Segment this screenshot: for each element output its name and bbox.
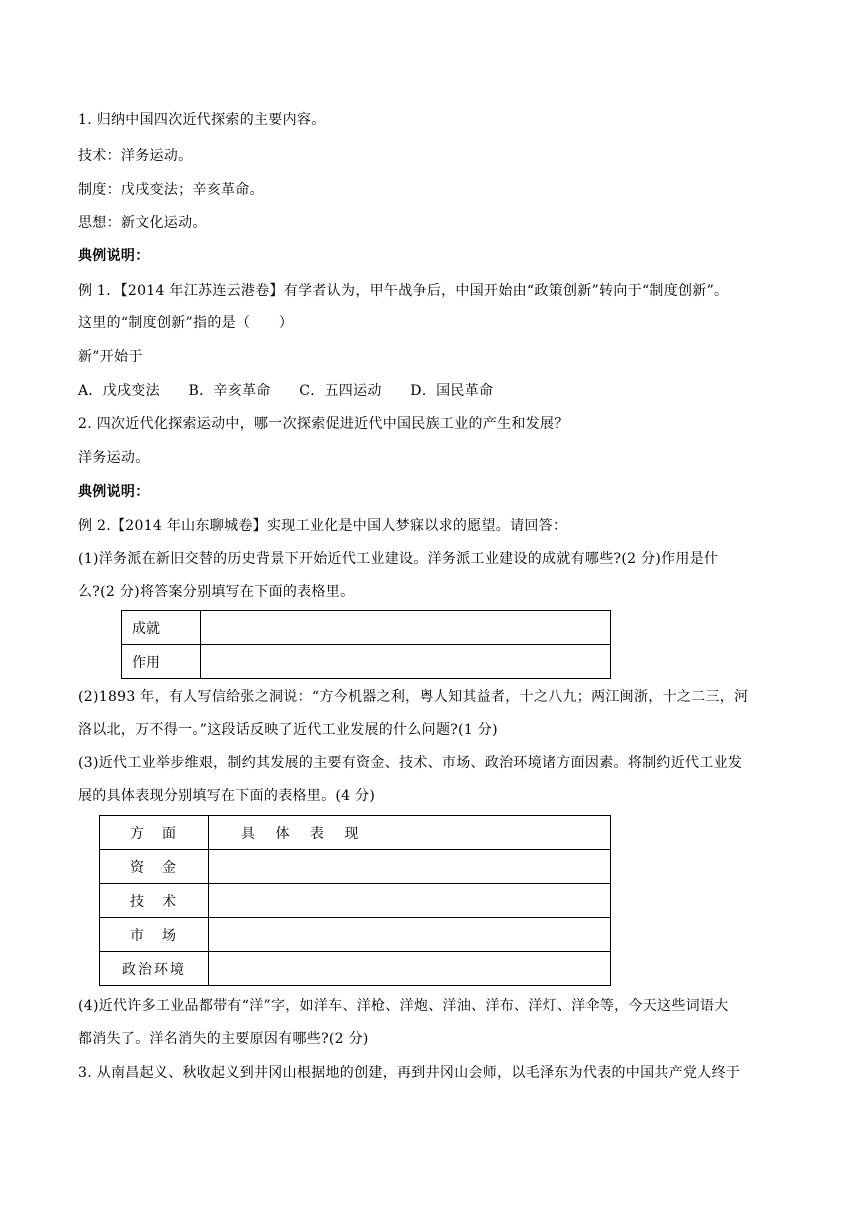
answer-cell[interactable] [209, 918, 611, 952]
example-2-q3: (3)近代工业举步维艰，制约其发展的主要有资金、技术、市场、政治环境诸方面因素。将制约近代工业发 [78, 755, 743, 771]
answer-cell[interactable] [201, 611, 611, 645]
answer-table-1 [121, 610, 611, 679]
example-1-options: A．戊戌变法 B．辛亥革命 C．五四运动 D．国民革命 [78, 383, 494, 399]
example-1-fragment: 新”开始于 [78, 349, 143, 365]
answer-cell[interactable] [201, 645, 611, 679]
example-1-stem: 例 1．【2014 年江苏连云港卷】有学者认为，甲午战争后，中国开始由“政策创新”转向于“制度创新”。 [78, 283, 729, 299]
table-row [100, 918, 611, 952]
table-cell-label: 成就 [122, 611, 201, 645]
answer-table-2 [99, 815, 611, 986]
table-header-row [100, 816, 611, 850]
example-2-stem: 例 2.【2014 年山东聊城卷】实现工业化是中国人梦寐以求的愿望。请回答： [78, 518, 568, 534]
example-1-stem-cont: 这里的“制度创新”指的是（ ） [78, 315, 294, 331]
example-2-q1: (1)洋务派在新旧交替的历史背景下开始近代工业建设。洋务派工业建设的成就有哪些?(2 分)作用是什 [78, 551, 719, 567]
example-2-q2: (2)1893 年，有人写信给张之洞说：“方今机器之利，粤人知其益者，十之八九；两江闽浙，十之二三，河 [78, 689, 749, 705]
table-cell-label: 资 金 [100, 850, 209, 884]
table-cell-label: 技 术 [100, 884, 209, 918]
table-row [122, 611, 611, 645]
table-cell-label: 市 场 [100, 918, 209, 952]
table-header-aspect: 方 面 [100, 816, 209, 850]
table-row [100, 850, 611, 884]
example-2-q1-cont: 么?(2 分)将答案分别填写在下面的表格里。 [78, 584, 355, 600]
question-2: 2. 四次近代化探索运动中，哪一次探索促进近代中国民族工业的产生和发展？ [78, 416, 569, 432]
table-header-detail: 具 体 表 现 [209, 816, 611, 850]
example-heading-1: 典例说明： [78, 248, 150, 264]
question-3: 3. 从南昌起义、秋收起义到井冈山根据地的创建，再到井冈山会师，以毛泽东为代表的中国共产党人终于 [78, 1065, 741, 1081]
table-row [122, 645, 611, 679]
table-row [100, 884, 611, 918]
example-2-q3-cont: 展的具体表现分别填写在下面的表格里。(4 分) [78, 788, 376, 804]
answer-technology: 技术：洋务运动。 [78, 148, 193, 164]
table-cell-label: 政治环境 [100, 952, 209, 986]
table-cell-label: 作用 [122, 645, 201, 679]
question-1: 1. 归纳中国四次近代探索的主要内容。 [78, 112, 326, 128]
example-2-q2-cont: 洛以北，万不得一。”这段话反映了近代工业发展的什么问题?(1 分) [78, 722, 498, 738]
table-row [100, 952, 611, 986]
example-2-q4: (4)近代许多工业品都带有“洋”字，如洋车、洋枪、洋炮、洋油、洋布、洋灯、洋伞等，今天这些词语大 [78, 998, 729, 1014]
answer-cell[interactable] [209, 850, 611, 884]
answer-cell[interactable] [209, 952, 611, 986]
answer-cell[interactable] [209, 884, 611, 918]
answer-thought: 思想：新文化运动。 [78, 215, 207, 231]
example-heading-2: 典例说明： [78, 484, 150, 500]
example-2-q4-cont: 都消失了。洋名消失的主要原因有哪些?(2 分) [78, 1031, 369, 1047]
answer-2: 洋务运动。 [78, 450, 150, 466]
answer-institution: 制度：戊戌变法；辛亥革命。 [78, 182, 264, 198]
